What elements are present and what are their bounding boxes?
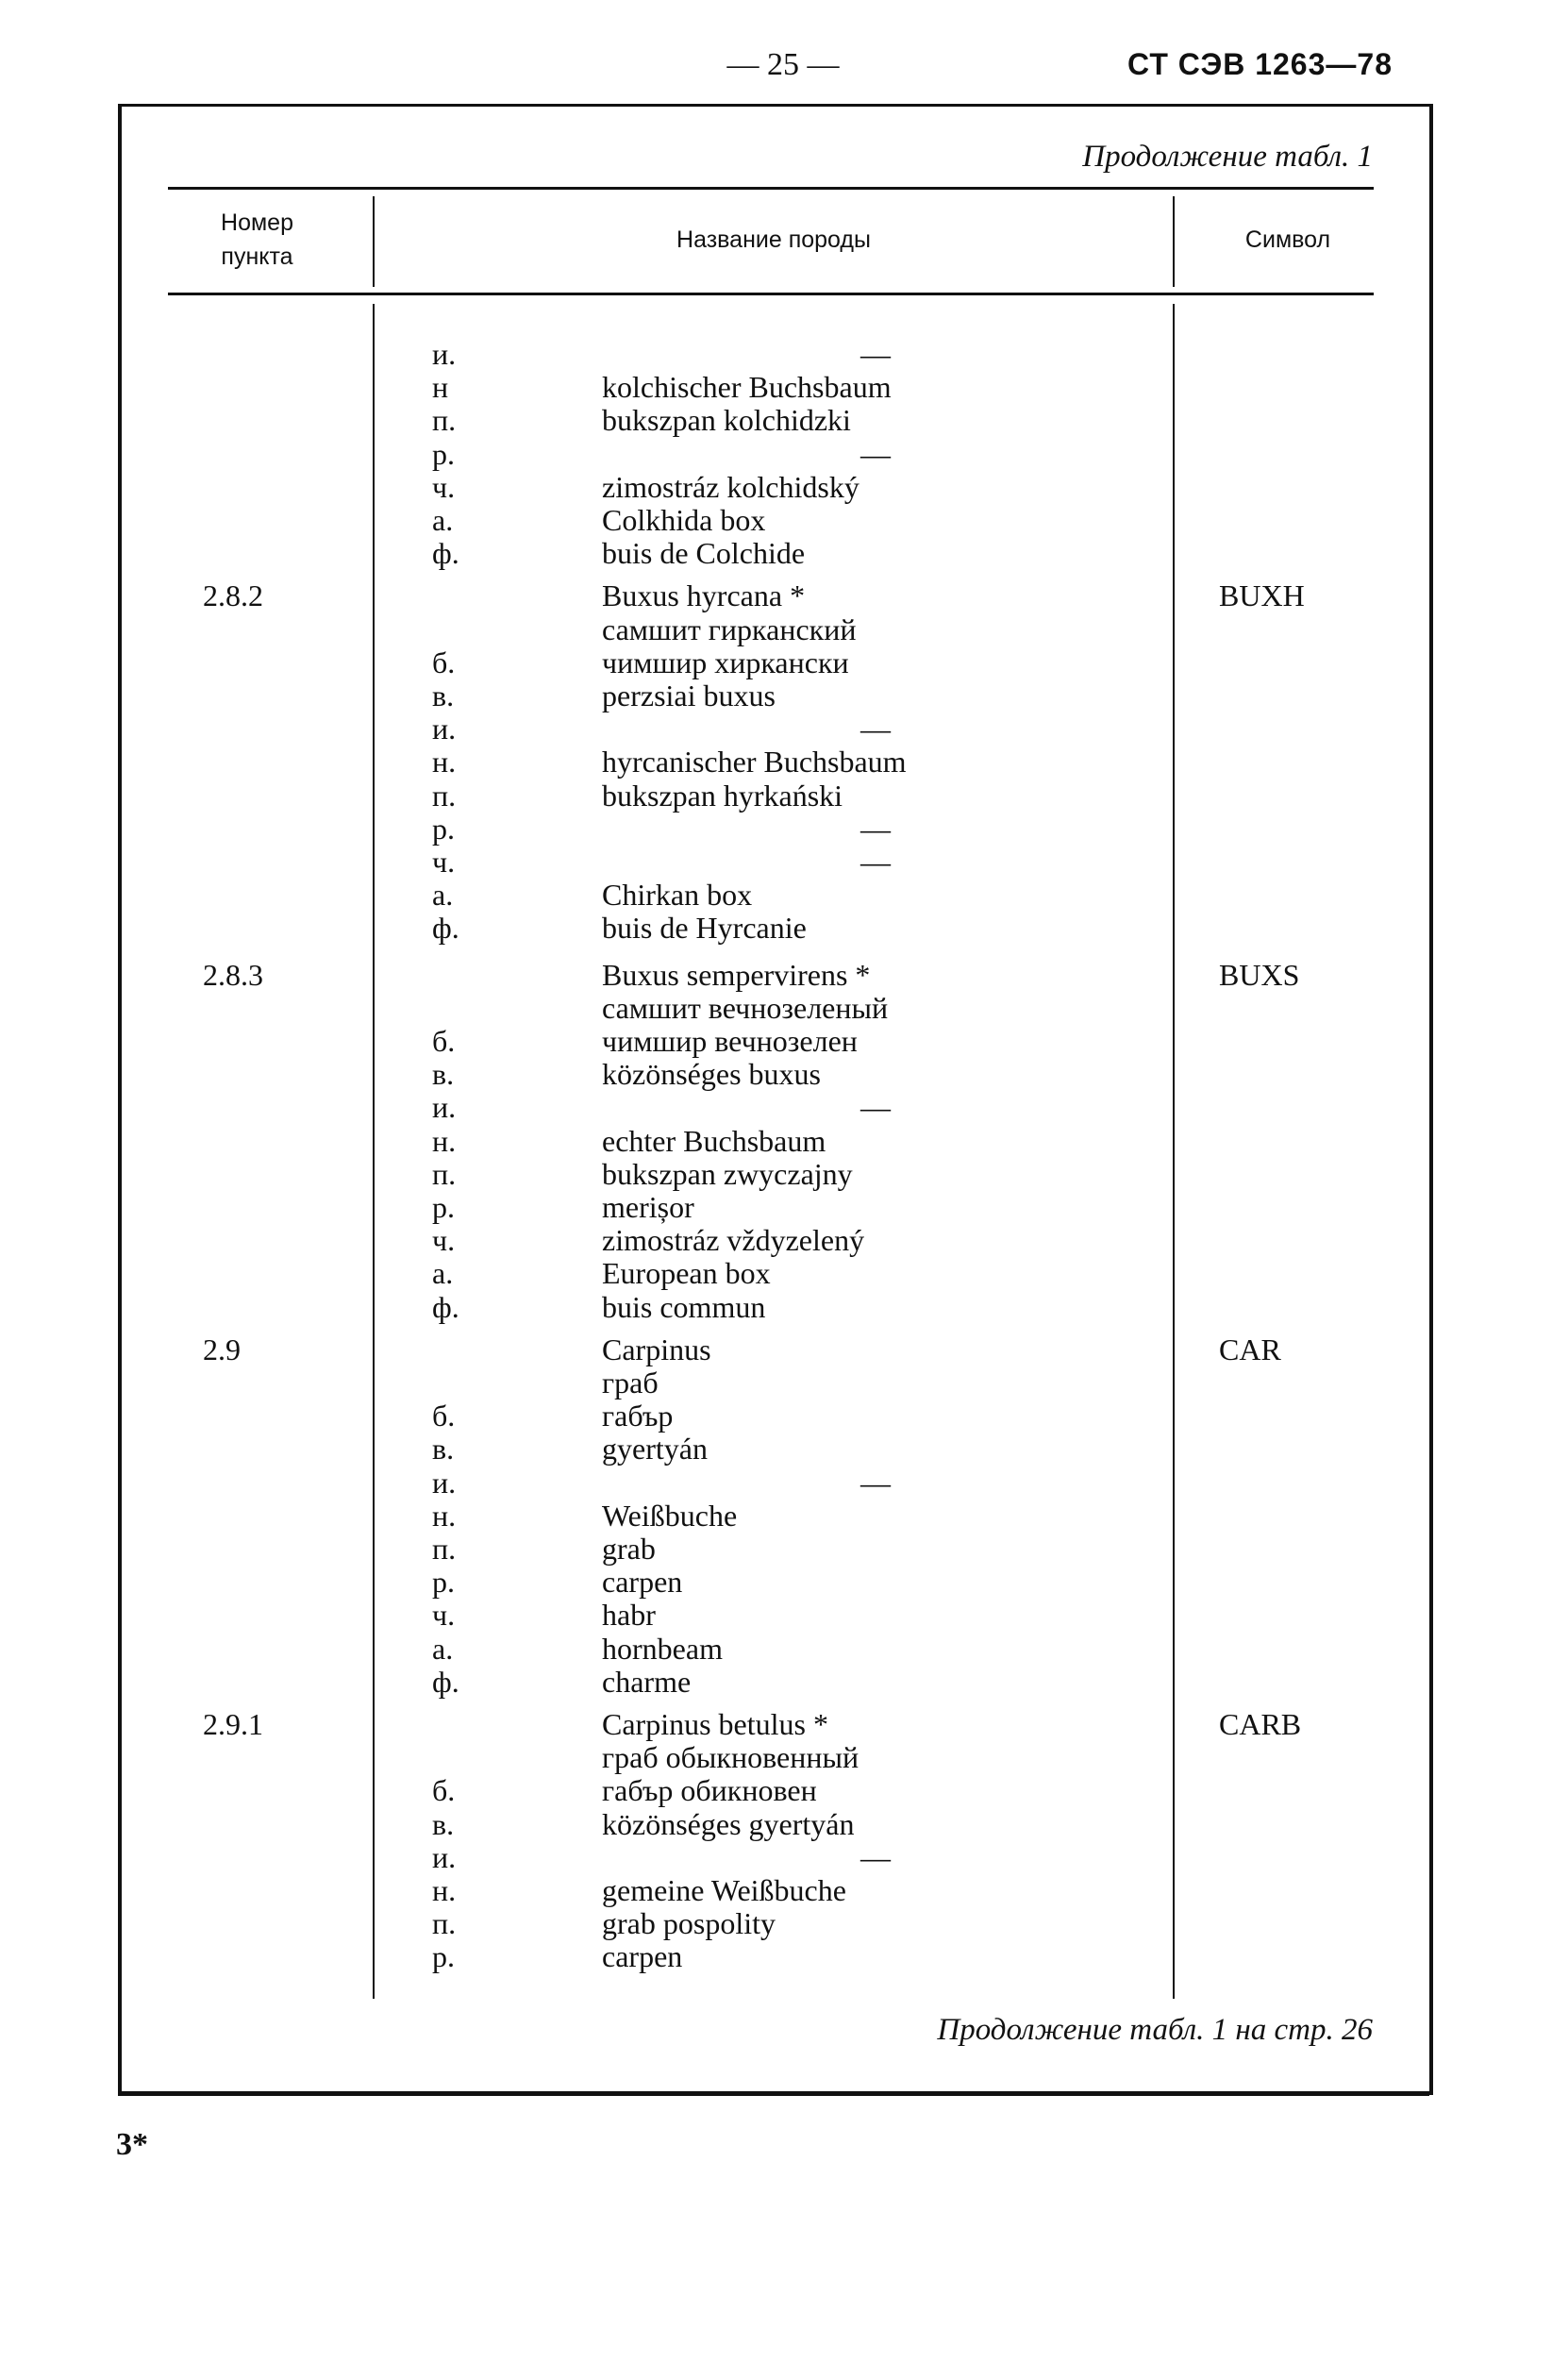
row-language: п. — [432, 1532, 457, 1566]
row-symbol: BUXS — [1219, 958, 1300, 992]
row-species-name: Carpinus — [602, 1332, 711, 1366]
row-species-name: габър обикновен — [602, 1773, 817, 1807]
row-species-name: carpen — [602, 1565, 683, 1599]
row-language: р. — [432, 1190, 455, 1224]
column-divider-1 — [373, 196, 375, 287]
standard-designation: СТ СЭВ 1263—78 — [1127, 47, 1393, 81]
row-language: а. — [432, 1256, 454, 1290]
table-continuation-footer: Продолжение табл. 1 на стр. 26 — [937, 2013, 1373, 2047]
row-language: в. — [432, 679, 455, 712]
row-species-name: — — [860, 1840, 891, 1874]
row-symbol: CARB — [1219, 1707, 1302, 1741]
row-species-name: echter Buchsbaum — [602, 1124, 826, 1158]
row-species-name: граб — [602, 1366, 659, 1400]
frame-bottom-rule — [118, 2091, 1429, 2096]
row-language: н. — [432, 1124, 457, 1158]
row-language: р. — [432, 1939, 455, 1973]
row-symbol: BUXH — [1219, 578, 1305, 612]
row-species-name: gyertyán — [602, 1432, 708, 1466]
row-species-name: — — [860, 1466, 891, 1500]
row-species-name: hyrcanischer Buchsbaum — [602, 745, 907, 779]
row-species-name: buis de Colchide — [602, 536, 806, 570]
row-language: б. — [432, 1024, 456, 1058]
row-species-name: kolchischer Buchsbaum — [602, 370, 892, 404]
row-species-name: Buxus sempervirens * — [602, 958, 871, 992]
row-language: р. — [432, 437, 455, 471]
row-species-name: граб обыкновенный — [602, 1740, 859, 1774]
row-species-name: bukszpan zwyczajny — [602, 1157, 853, 1191]
row-language: ч. — [432, 845, 456, 879]
row-language: а. — [432, 878, 454, 912]
row-language: н — [432, 370, 449, 404]
row-language: ч. — [432, 1598, 456, 1632]
row-species-name: самшит вечнозеленый — [602, 991, 889, 1025]
row-species-name: merișor — [602, 1190, 694, 1224]
row-species-name: buis de Hyrcanie — [602, 911, 807, 945]
row-species-name: Colkhida box — [602, 503, 766, 537]
row-language: п. — [432, 403, 457, 437]
row-species-name: — — [860, 845, 891, 879]
row-language: п. — [432, 779, 457, 813]
row-species-name: bukszpan hyrkański — [602, 779, 843, 813]
row-species-name: grab — [602, 1532, 656, 1566]
row-species-name: bukszpan kolchidzki — [602, 403, 851, 437]
row-species-name: Carpinus betulus * — [602, 1707, 828, 1741]
row-language: р. — [432, 812, 455, 846]
page-number: — 25 — — [726, 47, 840, 82]
row-species-name: gemeine Weißbuche — [602, 1873, 846, 1907]
row-language: в. — [432, 1432, 455, 1466]
row-language: п. — [432, 1157, 457, 1191]
row-language: б. — [432, 1773, 456, 1807]
row-species-name: grab pospolity — [602, 1906, 776, 1940]
row-species-name: — — [860, 712, 891, 746]
row-language: п. — [432, 1906, 457, 1940]
row-species-name: perzsiai buxus — [602, 679, 776, 712]
row-species-name: közönséges gyertyán — [602, 1807, 855, 1841]
row-species-name: Chirkan box — [602, 878, 753, 912]
row-language: в. — [432, 1057, 455, 1091]
row-language: а. — [432, 503, 454, 537]
row-number: 2.8.2 — [203, 578, 263, 612]
row-language: ч. — [432, 470, 456, 504]
header-name: Название породы — [676, 226, 871, 253]
row-language: н. — [432, 1499, 457, 1533]
header-number: Номер пункта — [221, 210, 293, 270]
row-species-name: zimostráz kolchidský — [602, 470, 859, 504]
row-number: 2.9 — [203, 1332, 241, 1366]
row-language: ф. — [432, 911, 459, 945]
row-species-name: чимшир вечнозелен — [602, 1024, 858, 1058]
row-species-name: közönséges buxus — [602, 1057, 821, 1091]
row-language: и. — [432, 1840, 457, 1874]
table-top-rule — [168, 187, 1374, 190]
column-divider-2 — [1173, 196, 1175, 287]
row-language: ф. — [432, 1290, 459, 1324]
row-species-name: Weißbuche — [602, 1499, 738, 1533]
row-species-name: Buxus hyrcana * — [602, 578, 806, 612]
table-continuation-heading: Продолжение табл. 1 — [1082, 140, 1373, 174]
row-species-name: carpen — [602, 1939, 683, 1973]
row-species-name: European box — [602, 1256, 771, 1290]
row-number: 2.9.1 — [203, 1707, 263, 1741]
row-language: и. — [432, 1466, 457, 1500]
row-species-name: — — [860, 437, 891, 471]
table-header-rule — [168, 293, 1374, 295]
row-species-name: чимшир хиркански — [602, 645, 849, 679]
row-language: в. — [432, 1807, 455, 1841]
row-language: и. — [432, 1090, 457, 1124]
row-language: и. — [432, 712, 457, 746]
header-symbol: Символ — [1244, 226, 1331, 253]
row-language: ч. — [432, 1223, 456, 1257]
column-divider-1-body — [373, 304, 375, 1999]
row-species-name: hornbeam — [602, 1632, 723, 1666]
row-species-name: buis commun — [602, 1290, 766, 1324]
row-species-name: — — [860, 812, 891, 846]
sheet-mark: 3* — [116, 2127, 148, 2162]
row-species-name: zimostráz vždyzelený — [602, 1223, 865, 1257]
row-language: б. — [432, 1399, 456, 1433]
row-species-name: — — [860, 1090, 891, 1124]
row-species-name: самшит гирканский — [602, 612, 857, 646]
row-species-name: габър — [602, 1399, 674, 1433]
row-species-name: charme — [602, 1665, 692, 1699]
row-species-name: — — [860, 337, 891, 371]
row-language: а. — [432, 1632, 454, 1666]
row-number: 2.8.3 — [203, 958, 263, 992]
row-species-name: habr — [602, 1598, 656, 1632]
row-symbol: CAR — [1219, 1332, 1281, 1366]
row-language: ф. — [432, 536, 459, 570]
row-language: и. — [432, 337, 457, 371]
row-language: б. — [432, 645, 456, 679]
row-language: ф. — [432, 1665, 459, 1699]
row-language: н. — [432, 1873, 457, 1907]
row-language: р. — [432, 1565, 455, 1599]
row-language: н. — [432, 745, 457, 779]
